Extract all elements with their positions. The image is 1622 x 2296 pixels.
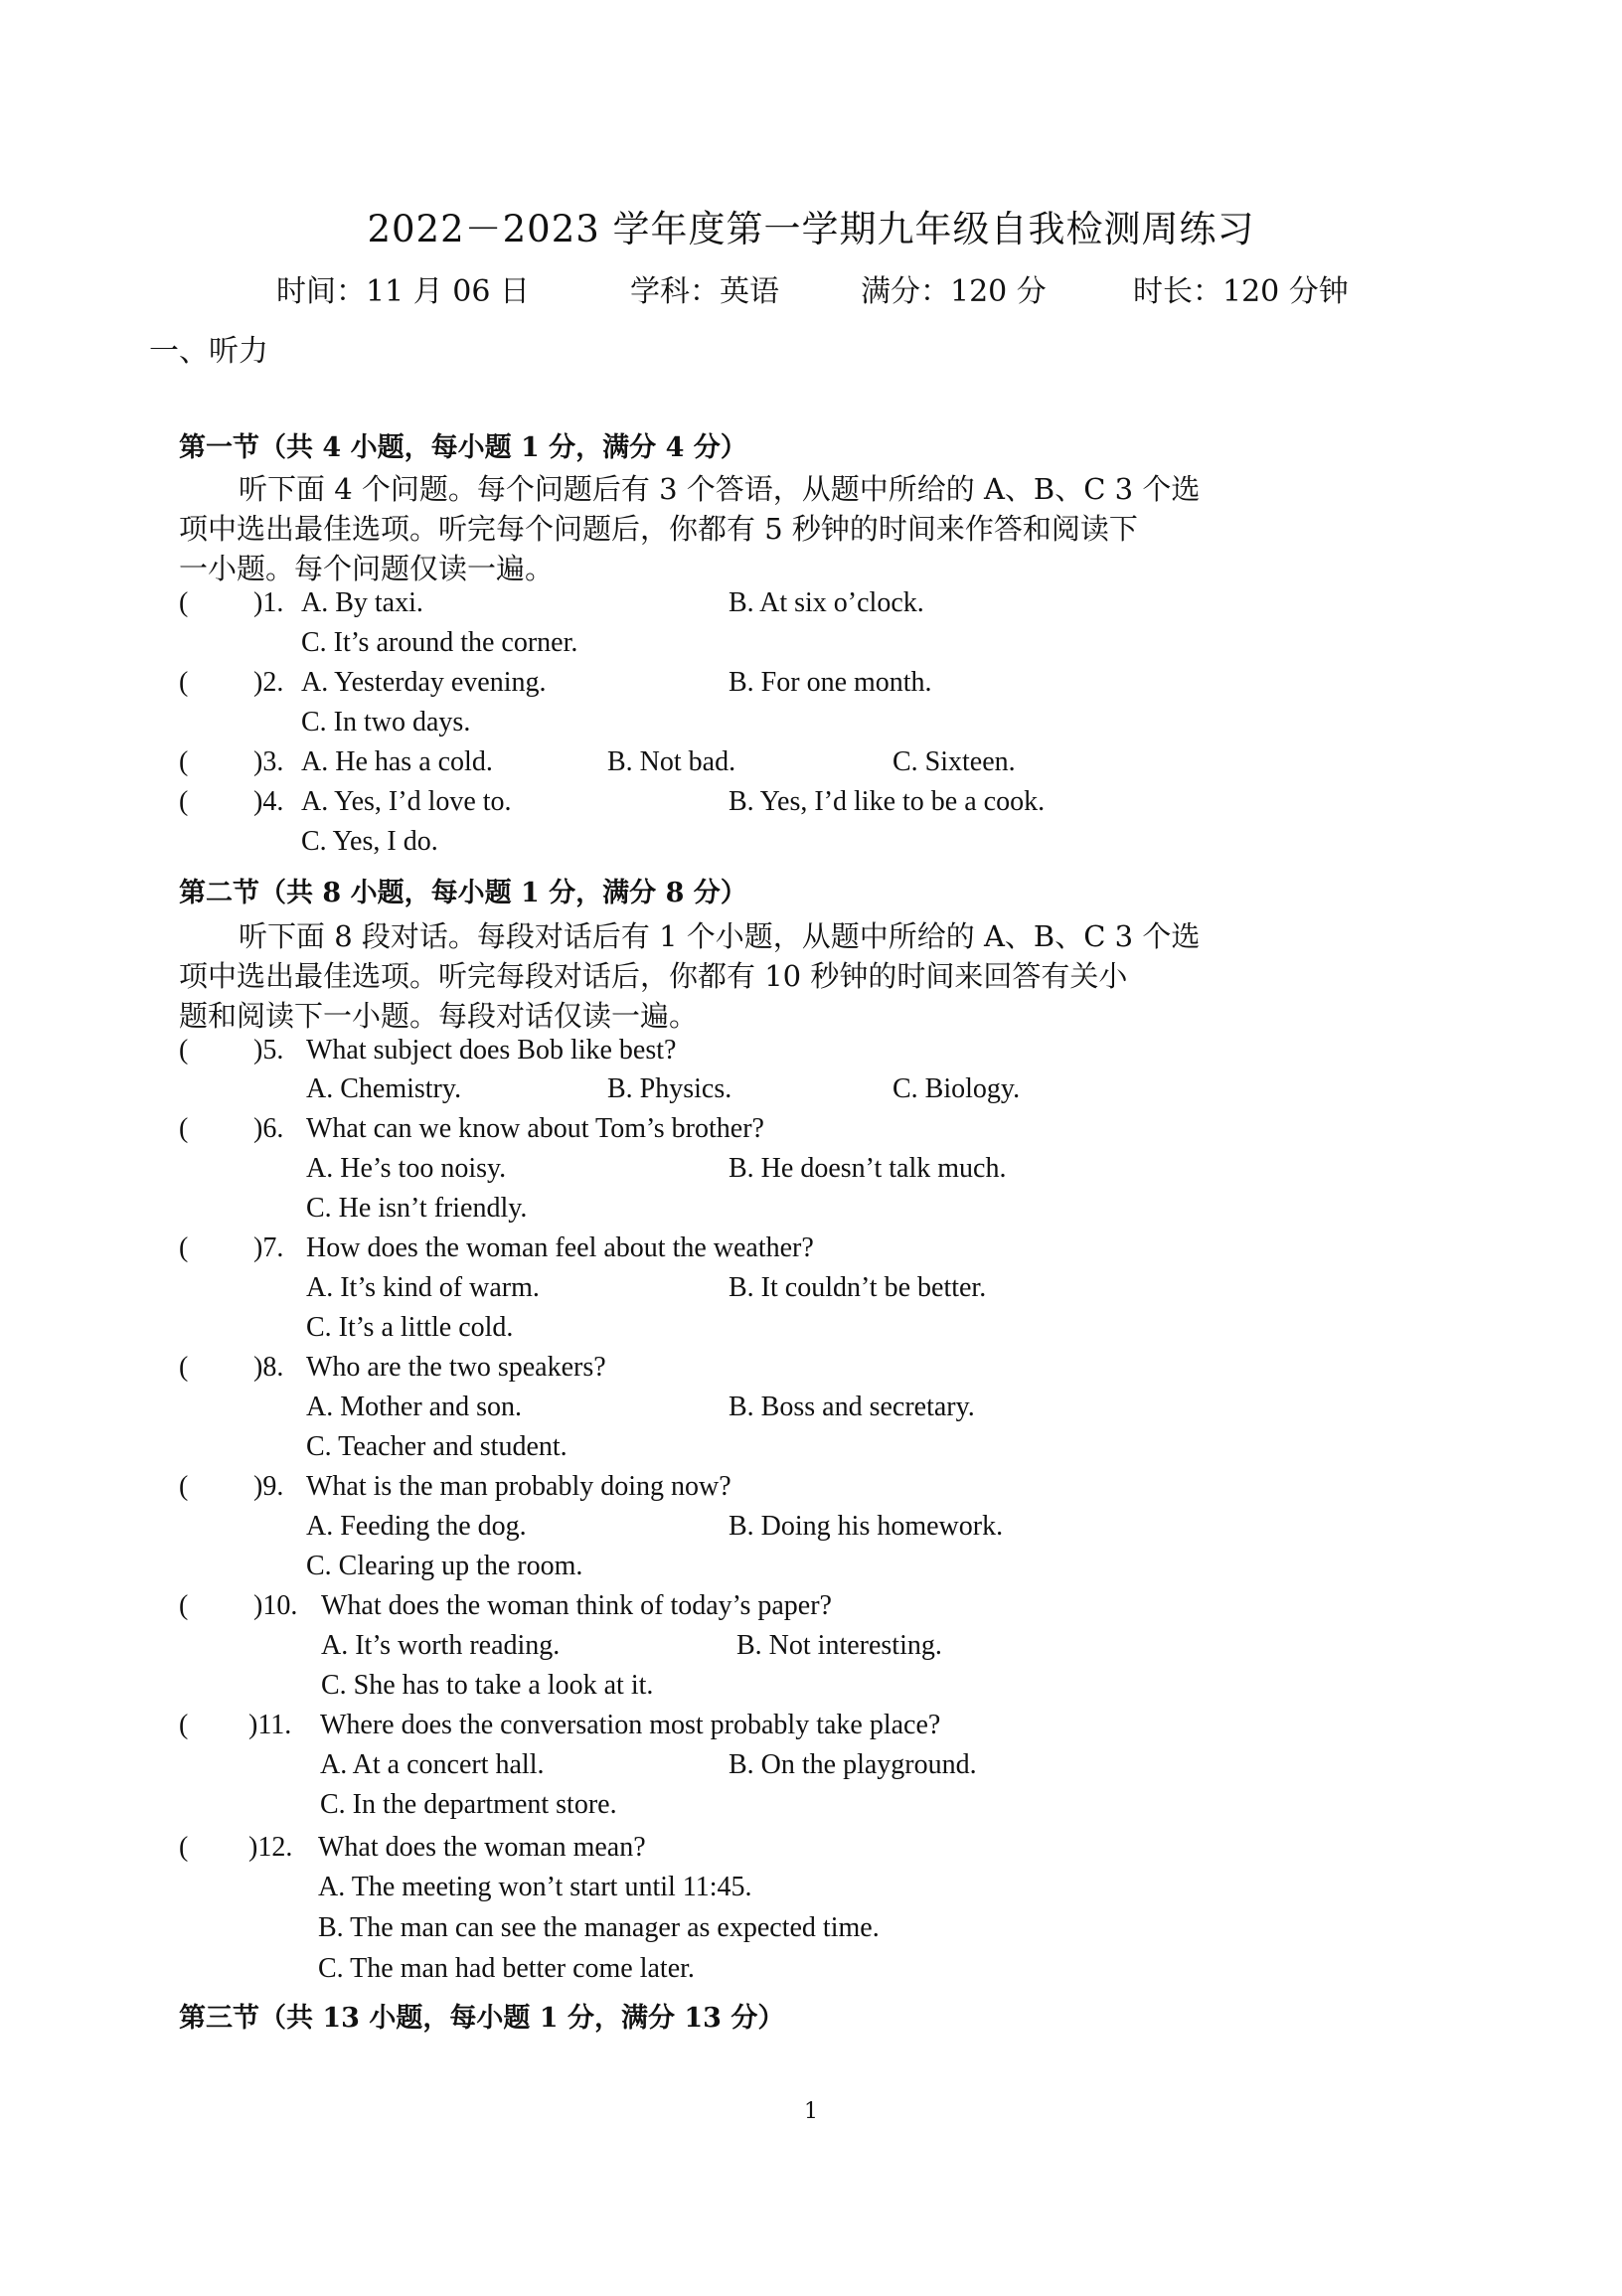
question-number: )3. bbox=[253, 746, 284, 777]
page-number: 1 bbox=[804, 2099, 818, 2124]
option-a: A. It’s kind of warm. bbox=[306, 1272, 540, 1303]
part-heading-listening: 一、听力 bbox=[149, 334, 268, 369]
question-number: )5. bbox=[253, 1035, 284, 1066]
section1-title: 第一节（共 4 小题，每小题 1 分，满分 4 分） bbox=[179, 432, 747, 463]
option-c: C. He isn’t friendly. bbox=[306, 1193, 528, 1224]
answer-blank-paren: ( bbox=[179, 1710, 189, 1740]
question-number: )6. bbox=[253, 1113, 284, 1144]
exam-full-score: 满分：120 分 bbox=[861, 274, 1047, 309]
section3-title: 第三节（共 13 小题，每小题 1 分，满分 13 分） bbox=[179, 2003, 785, 2034]
option-c: C. It’s around the corner. bbox=[301, 627, 578, 658]
option-c: C. In the department store. bbox=[320, 1789, 617, 1820]
question-number: )4. bbox=[253, 786, 284, 817]
option-a: A. It’s worth reading. bbox=[321, 1630, 561, 1661]
option-c: C. Teacher and student. bbox=[306, 1431, 568, 1462]
option-b: B. It couldn’t be better. bbox=[729, 1272, 987, 1303]
answer-blank-paren: ( bbox=[179, 1832, 189, 1863]
question-text: Who are the two speakers? bbox=[306, 1352, 606, 1383]
answer-blank-paren: ( bbox=[179, 786, 189, 817]
option-a: A. He has a cold. bbox=[301, 746, 493, 777]
option-b: B. For one month. bbox=[729, 667, 932, 698]
question-number: )1. bbox=[253, 587, 284, 618]
question-number: )10. bbox=[253, 1590, 298, 1621]
question-number: )9. bbox=[253, 1471, 284, 1502]
question-number: )7. bbox=[253, 1232, 284, 1263]
question-number: )11. bbox=[248, 1710, 292, 1740]
answer-blank-paren: ( bbox=[179, 1035, 189, 1066]
exam-date: 时间：11 月 06 日 bbox=[276, 274, 530, 309]
option-b: B. He doesn’t talk much. bbox=[729, 1153, 1007, 1184]
option-b: B. Yes, I’d like to be a cook. bbox=[729, 786, 1046, 817]
exam-subject: 学科：英语 bbox=[630, 274, 779, 309]
option-c: C. Yes, I do. bbox=[301, 826, 438, 857]
option-a: A. Feeding the dog. bbox=[306, 1511, 527, 1542]
section1-instruction-line: 项中选出最佳选项。听完每个问题后，你都有 5 秒钟的时间来作答和阅读下 bbox=[179, 512, 1138, 546]
option-a: A. Mother and son. bbox=[306, 1392, 522, 1422]
answer-blank-paren: ( bbox=[179, 667, 189, 698]
option-c: C. Clearing up the room. bbox=[306, 1551, 583, 1581]
option-c: C. The man had better come later. bbox=[318, 1953, 695, 1984]
section2-title: 第二节（共 8 小题，每小题 1 分，满分 8 分） bbox=[179, 878, 747, 908]
question-text: What is the man probably doing now? bbox=[306, 1471, 731, 1502]
section2-instruction-line: 项中选出最佳选项。听完每段对话后，你都有 10 秒钟的时间来回答有关小 bbox=[179, 959, 1128, 993]
option-c: C. It’s a little cold. bbox=[306, 1312, 514, 1343]
question-number: )12. bbox=[248, 1832, 293, 1863]
option-a: A. Yesterday evening. bbox=[301, 667, 547, 698]
question-text: What can we know about Tom’s brother? bbox=[306, 1113, 764, 1144]
section2-instruction-line: 听下面 8 段对话。每段对话后有 1 个小题，从题中所给的 A、B、C 3 个选 bbox=[239, 919, 1201, 953]
question-text: What does the woman think of today’s paper? bbox=[321, 1590, 832, 1621]
option-b: B. On the playground. bbox=[729, 1749, 977, 1780]
answer-blank-paren: ( bbox=[179, 1232, 189, 1263]
section2-instruction-line: 题和阅读下一小题。每段对话仅读一遍。 bbox=[179, 999, 699, 1033]
option-c: C. She has to take a look at it. bbox=[321, 1670, 654, 1701]
option-a: A. At a concert hall. bbox=[320, 1749, 545, 1780]
exam-duration: 时长：120 分钟 bbox=[1133, 274, 1349, 309]
exam-title: 2022－2023 学年度第一学期九年级自我检测周练习 bbox=[367, 208, 1255, 250]
answer-blank-paren: ( bbox=[179, 587, 189, 618]
option-a: A. By taxi. bbox=[301, 587, 423, 618]
option-a: A. Chemistry. bbox=[306, 1073, 462, 1104]
option-c: C. In two days. bbox=[301, 707, 471, 738]
option-c: C. Sixteen. bbox=[892, 746, 1016, 777]
option-a: A. The meeting won’t start until 11:45. bbox=[318, 1872, 752, 1902]
option-b: B. Doing his homework. bbox=[729, 1511, 1004, 1542]
answer-blank-paren: ( bbox=[179, 1352, 189, 1383]
question-text: What does the woman mean? bbox=[318, 1832, 646, 1863]
question-text: What subject does Bob like best? bbox=[306, 1035, 677, 1066]
option-b: B. At six o’clock. bbox=[729, 587, 924, 618]
option-c: C. Biology. bbox=[892, 1073, 1021, 1104]
option-a: A. He’s too noisy. bbox=[306, 1153, 507, 1184]
question-text: Where does the conversation most probably take place? bbox=[320, 1710, 941, 1740]
option-b: B. Boss and secretary. bbox=[729, 1392, 975, 1422]
question-number: )2. bbox=[253, 667, 284, 698]
question-number: )8. bbox=[253, 1352, 284, 1383]
section1-instruction-line: 听下面 4 个问题。每个问题后有 3 个答语，从题中所给的 A、B、C 3 个选 bbox=[239, 472, 1201, 506]
option-a: A. Yes, I’d love to. bbox=[301, 786, 512, 817]
option-b: B. Physics. bbox=[607, 1073, 732, 1104]
question-text: How does the woman feel about the weather? bbox=[306, 1232, 814, 1263]
answer-blank-paren: ( bbox=[179, 1471, 189, 1502]
option-b: B. Not bad. bbox=[607, 746, 736, 777]
option-b: B. The man can see the manager as expected time. bbox=[318, 1912, 880, 1943]
section1-instruction-line: 一小题。每个问题仅读一遍。 bbox=[179, 552, 555, 585]
option-b: B. Not interesting. bbox=[736, 1630, 942, 1661]
answer-blank-paren: ( bbox=[179, 746, 189, 777]
answer-blank-paren: ( bbox=[179, 1590, 189, 1621]
answer-blank-paren: ( bbox=[179, 1113, 189, 1144]
